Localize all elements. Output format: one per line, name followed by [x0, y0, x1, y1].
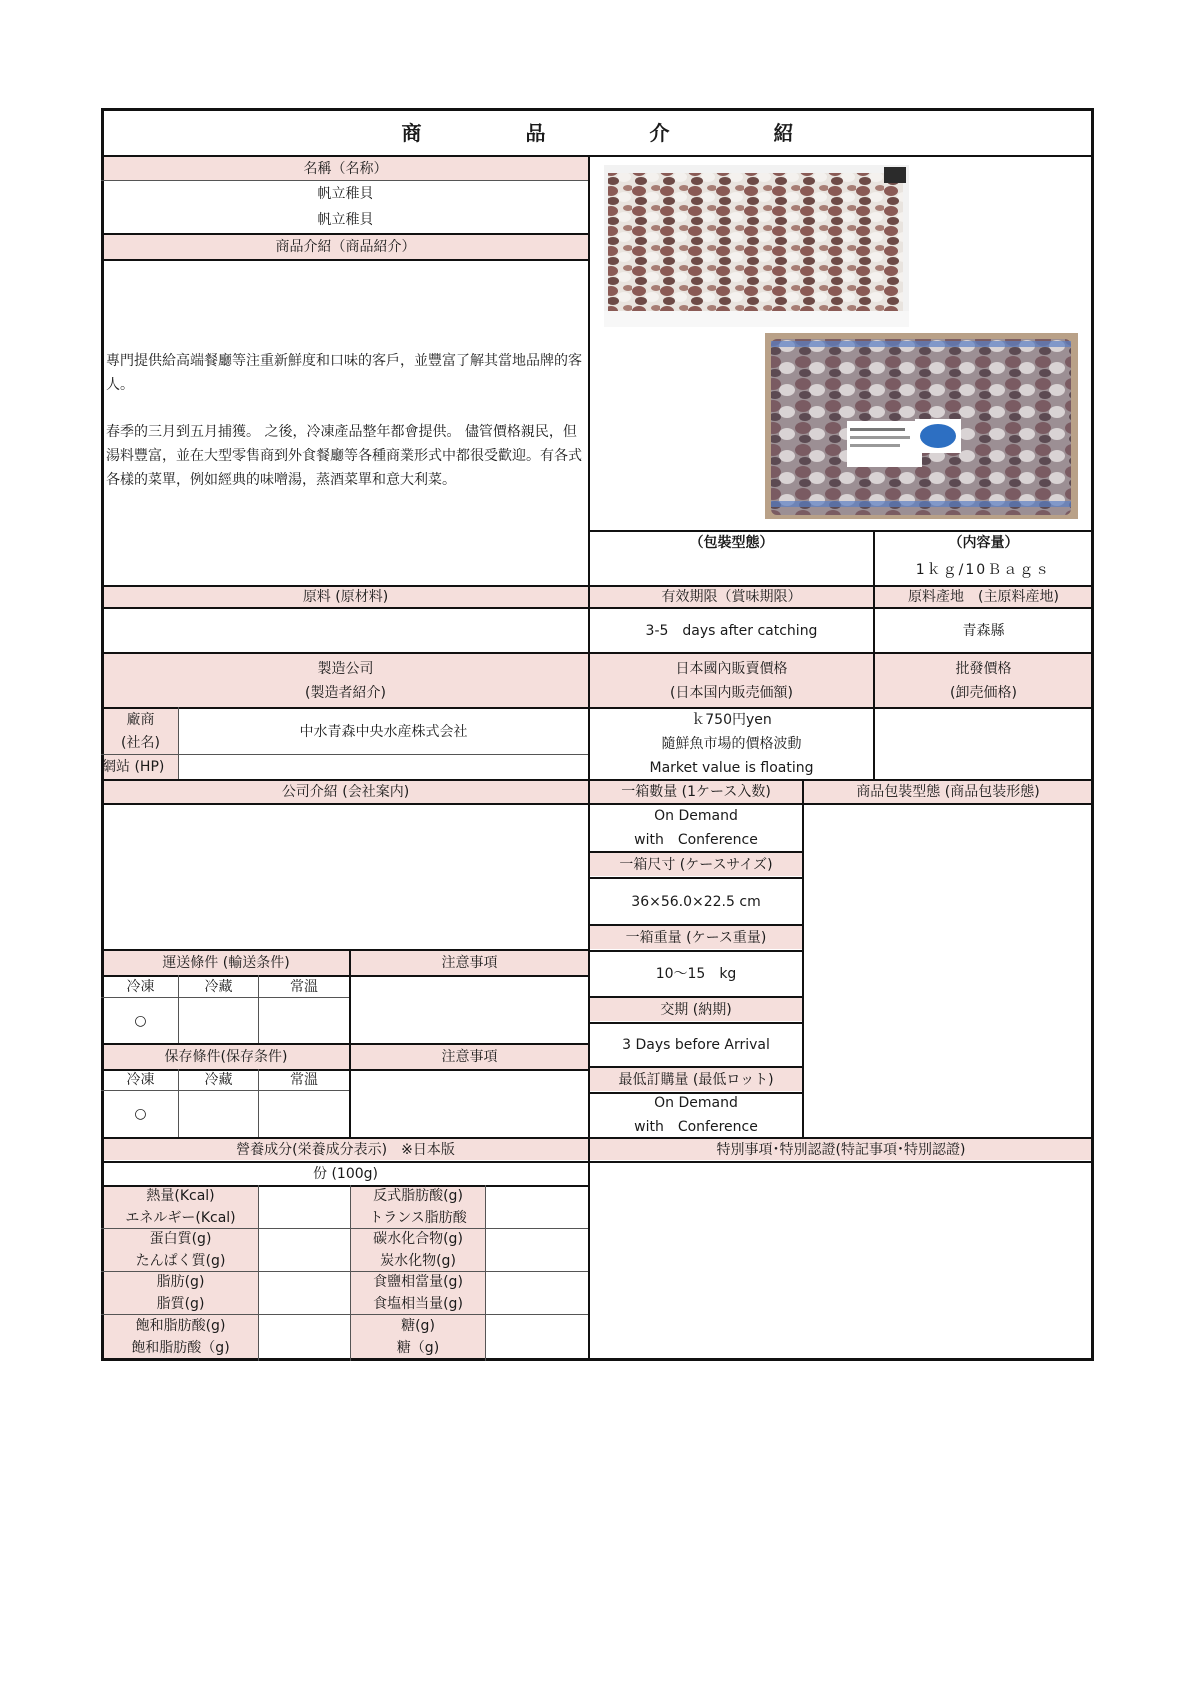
moq-header: 最低訂購量 (最低ロット): [618, 1071, 774, 1088]
company-label-line1: 廠商: [126, 711, 155, 728]
company-intro-value: [103, 805, 588, 949]
package-form-value: [804, 805, 1092, 1137]
wholesale-price-header-line1: 批發價格: [955, 660, 1012, 677]
storage-mark-chilled: [179, 1091, 258, 1137]
nutrition-label-jp: 炭水化物(g): [380, 1253, 456, 1269]
transport-mark-ambient: [259, 998, 349, 1043]
case-weight-value: 10〜15 kg: [655, 966, 737, 982]
nutrition-left-row-4: [103, 1315, 258, 1359]
nutrition-label-jp: 糖（g): [396, 1340, 440, 1356]
nutrition-serving: 份 (100g): [313, 1166, 378, 1182]
nutrition-label-jp: トランス脂肪酸: [369, 1210, 467, 1226]
page-title: 商 品 介 紹: [401, 120, 836, 145]
content-amount-value: 1ｋｇ/10Ｂａｇｓ: [915, 562, 1052, 578]
origin-value: 青森縣: [962, 622, 1005, 639]
packaging-value: [590, 555, 873, 585]
nutrition-label-jp: たんぱく質(g): [135, 1253, 226, 1269]
moq-value: [590, 1093, 802, 1137]
nutrition-left-row-2: [103, 1229, 258, 1271]
company-value: 中水青森中央水産株式会社: [299, 723, 468, 740]
wholesale-price-header: [875, 654, 1092, 707]
company-label: [103, 709, 178, 754]
nutrition-header: 營養成分(栄養成分表示) ※日本版: [236, 1141, 455, 1158]
moq-line1: On Demand: [654, 1095, 738, 1111]
delivery-value: 3 Days before Arrival: [622, 1037, 770, 1053]
domestic-price-header-line1: 日本國內販賣價格: [675, 660, 788, 677]
storage-mark-ambient: [259, 1091, 349, 1137]
domestic-price-value: [590, 709, 873, 779]
packaging-header: （包裝型態）: [689, 535, 774, 551]
intro-paragraph-1: 專門提供給高端餐廳等注重新鮮度和口味的客戶，並豐富了解其當地品牌的客人。: [106, 353, 582, 393]
name-line-2: 帆立稚貝: [317, 212, 374, 228]
nutrition-label-jp: エネルギー(Kcal): [125, 1210, 236, 1226]
nutrition-label-jp: 脂質(g): [156, 1296, 205, 1312]
case-qty-value: [590, 805, 802, 851]
domestic-price-header: [590, 654, 873, 707]
nutrition-right-row-1: [351, 1186, 485, 1228]
nutrition-label: 飽和脂肪酸(g): [135, 1318, 226, 1334]
nutrition-left-row-3: [103, 1272, 258, 1314]
nutrition-right-row-3: [351, 1272, 485, 1314]
transport-header: 運送條件 (輸送条件): [162, 955, 290, 971]
name-header: 名稱（名称）: [303, 160, 388, 177]
case-qty-line1: On Demand: [654, 808, 738, 824]
origin-header: 原料產地 (主原料産地): [908, 589, 1059, 605]
nutrition-left-row-1: [103, 1186, 258, 1228]
nutrition-label: 糖(g): [401, 1318, 435, 1334]
domestic-price-line1: ｋ750円yen: [691, 712, 772, 728]
name-line-1: 帆立稚貝: [317, 186, 374, 202]
website-label: 網站 (HP): [102, 759, 165, 775]
expiry-header: 有效期限（賞味期限）: [661, 589, 802, 605]
website-value: [179, 755, 588, 779]
raw-material-header: 原料 (原材料): [302, 589, 389, 605]
transport-notes-header: 注意事項: [441, 955, 498, 971]
transport-col-frozen: 冷凍: [126, 978, 155, 995]
wholesale-price-header-line2: (卸売価格): [950, 684, 1017, 701]
nutrition-label-jp: 飽和脂肪酸（g): [131, 1340, 230, 1356]
company-intro-header: 公司介紹 (会社案内): [281, 784, 410, 800]
transport-mark-chilled: [179, 998, 258, 1043]
nutrition-label: 食鹽相當量(g): [373, 1274, 463, 1290]
transport-mark-frozen: ○: [134, 1012, 147, 1029]
manufacturer-header-line1: 製造公司: [317, 660, 374, 677]
case-size-header: 一箱尺寸 (ケースサイズ): [619, 856, 773, 873]
nutrition-right-row-2: [351, 1229, 485, 1271]
storage-col-frozen: 冷凍: [126, 1072, 155, 1088]
moq-line2: with Conference: [634, 1119, 758, 1135]
domestic-price-line2: 隨鮮魚市場的價格波動: [661, 736, 802, 752]
delivery-header: 交期 (納期): [660, 1001, 732, 1018]
manufacturer-header-line2: (製造者紹介): [305, 684, 386, 701]
raw-material-value: [103, 609, 588, 652]
special-header: 特別事項･特別認證(特記事項･特別認證): [716, 1141, 966, 1158]
nutrition-right-row-4: [351, 1315, 485, 1359]
nutrition-label: 蛋白質(g): [149, 1231, 212, 1247]
nutrition-label: 碳水化合物(g): [373, 1231, 463, 1247]
case-weight-header: 一箱重量 (ケース重量): [625, 929, 767, 946]
case-size-value: 36×56.0×22.5 cm: [631, 893, 761, 910]
intro-header: 商品介紹（商品紹介）: [275, 239, 416, 255]
transport-col-chilled: 冷藏: [204, 978, 233, 995]
company-label-line2: (社名): [121, 734, 160, 751]
storage-notes-header: 注意事項: [441, 1049, 498, 1065]
transport-col-ambient: 常溫: [290, 978, 318, 995]
case-qty-line2: with Conference: [634, 832, 758, 848]
package-form-header: 商品包裝型態 (商品包装形態): [856, 784, 1040, 800]
content-amount-header: （内容量）: [948, 535, 1019, 551]
manufacturer-header: [103, 654, 588, 707]
nutrition-label: 反式脂肪酸(g): [373, 1188, 463, 1204]
intro-paragraph-2: 春季的三月到五月捕獲。 之後，冷凍產品整年都會提供。 儘管價格親民，但湯料豐富，並在大型零售商到外食餐廳等各種商業形式中都很受歡迎。有各式各樣的菜單，例如經典的味噌湯，蒸酒菜單和意大利菜。: [106, 424, 582, 488]
domestic-price-line3: Market value is floating: [649, 760, 814, 776]
expiry-value: 3-5 days after catching: [645, 622, 818, 639]
special-value: [590, 1163, 1092, 1359]
scallop-box-photo: [604, 165, 909, 327]
storage-col-chilled: 冷藏: [204, 1072, 233, 1088]
domestic-price-header-line2: (日本国内販売価額): [670, 684, 793, 701]
scallop-bag-photo: [765, 333, 1078, 519]
nutrition-label: 脂肪(g): [156, 1274, 205, 1290]
nutrition-label-jp: 食塩相当量(g): [373, 1296, 463, 1312]
storage-mark-frozen: ○: [134, 1106, 147, 1122]
storage-header: 保存條件(保存条件): [164, 1049, 288, 1065]
case-qty-header: 一箱數量 (1ケース入数): [621, 784, 771, 800]
wholesale-price-value: [875, 709, 1092, 779]
storage-col-ambient: 常溫: [290, 1072, 318, 1088]
nutrition-label: 熱量(Kcal): [146, 1188, 215, 1204]
